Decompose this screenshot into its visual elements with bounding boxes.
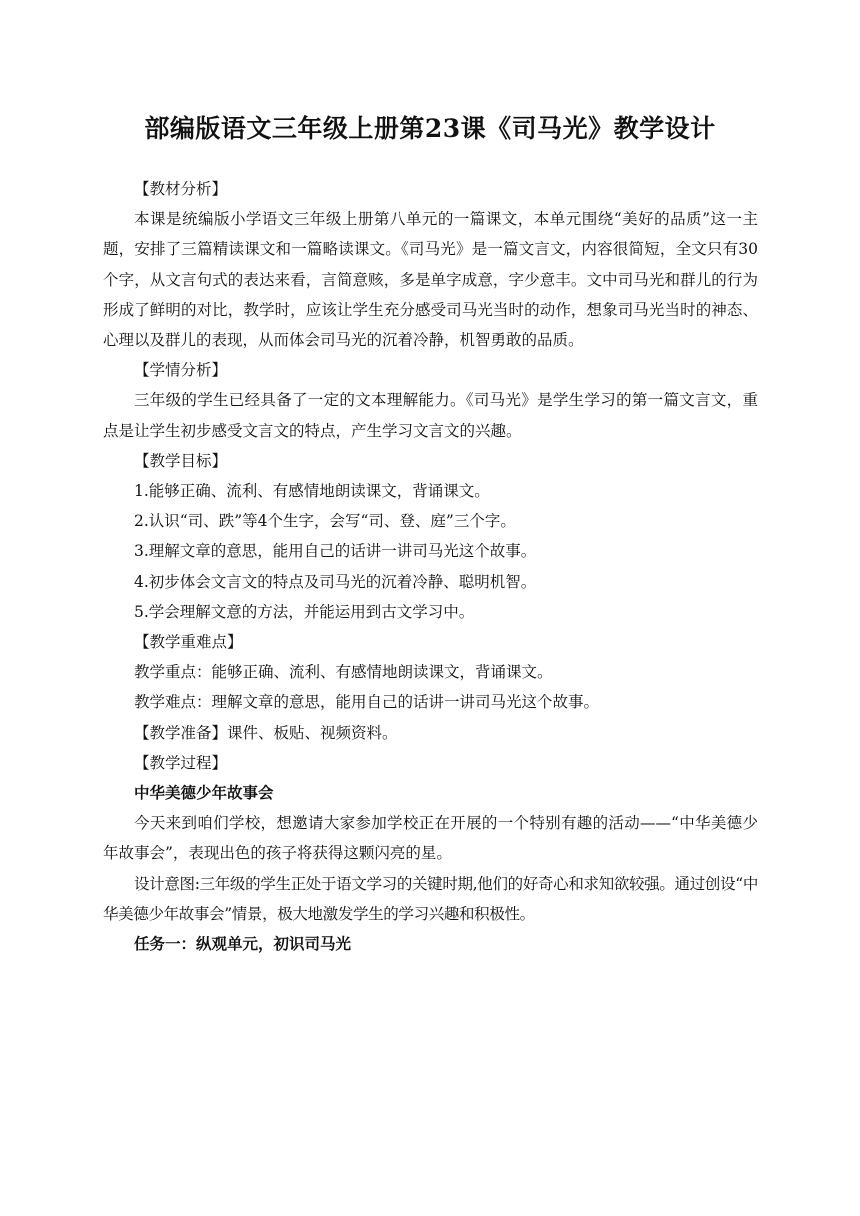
section-heading-teaching-goals: 【教学目标】 xyxy=(134,451,228,470)
section-heading-teaching-preparation: 【教学准备】课件、板贴、视频资料。 xyxy=(134,723,398,742)
section-heading-student-analysis: 【学情分析】 xyxy=(134,361,228,380)
paragraph-design-intent: 设计意图:三年级的学生正处于语文学习的关键时期,他们的好奇心和求知欲较强。通过创设“中华美德少年故事会”情景，极大地激发学生的学习兴趣和积极性。 xyxy=(103,874,758,923)
difficult-point-item: 教学难点：理解文章的意思，能用自己的话讲一讲司马光这个故事。 xyxy=(134,693,600,712)
paragraph-student-analysis: 三年级的学生已经具备了一定的文本理解能力。《司马光》是学生学习的第一篇文言文，重点是让学生初步感受文言文的特点，产生学习文言文的兴趣。 xyxy=(103,391,758,440)
goal-item: 1.能够正确、流利、有感情地朗读课文，背诵课文。 xyxy=(134,482,490,501)
task-one-heading: 任务一：纵观单元，初识司马光 xyxy=(134,934,352,954)
section-heading-textbook-analysis: 【教材分析】 xyxy=(134,180,228,198)
goal-item: 2.认识“司、跌”等4个生字，会写“司、登、庭”三个字。 xyxy=(134,512,516,531)
goal-item: 5.学会理解文意的方法，并能运用到古文学习中。 xyxy=(134,602,475,621)
document-body xyxy=(103,174,758,959)
key-point-item: 教学重点：能够正确、流利、有感情地朗读课文，背诵课文。 xyxy=(134,663,553,682)
section-heading-key-difficult-points: 【教学重难点】 xyxy=(134,633,243,652)
goal-item: 3.理解文章的意思，能用自己的话讲一讲司马光这个故事。 xyxy=(134,542,537,561)
section-heading-teaching-process: 【教学过程】 xyxy=(134,753,228,772)
paragraph-textbook-analysis: 本课是统编版小学语文三年级上册第八单元的一篇课文，本单元围绕“美好的品质”这一主题，安排了三篇精读课文和一篇略读课文。《司马光》是一篇文言文，内容很简短，全文只有30个字，从文言句式的表达来看，言简意赅，多是单字成意，字少意丰。文中司马光和群儿的行为形成了鲜明的对比，教学时，应该让学生充分感受司马光当时的动作，想象司马光当时的神态、心理以及群儿的表现，从而体会司马光的沉着冷静，机智勇敢的品质。 xyxy=(103,210,758,350)
goal-item: 4.初步体会文言文的特点及司马光的沉着冷静、聪明机智。 xyxy=(134,572,537,591)
activity-title: 中华美德少年故事会 xyxy=(134,783,274,803)
paragraph-activity-intro: 今天来到咱们学校，想邀请大家参加学校正在开展的一个特别有趣的活动——“中华美德少年故事会”，表现出色的孩子将获得这颗闪亮的星。 xyxy=(103,814,758,863)
document-title: 部编版语文三年级上册第23课《司马光》教学设计 xyxy=(144,114,716,143)
